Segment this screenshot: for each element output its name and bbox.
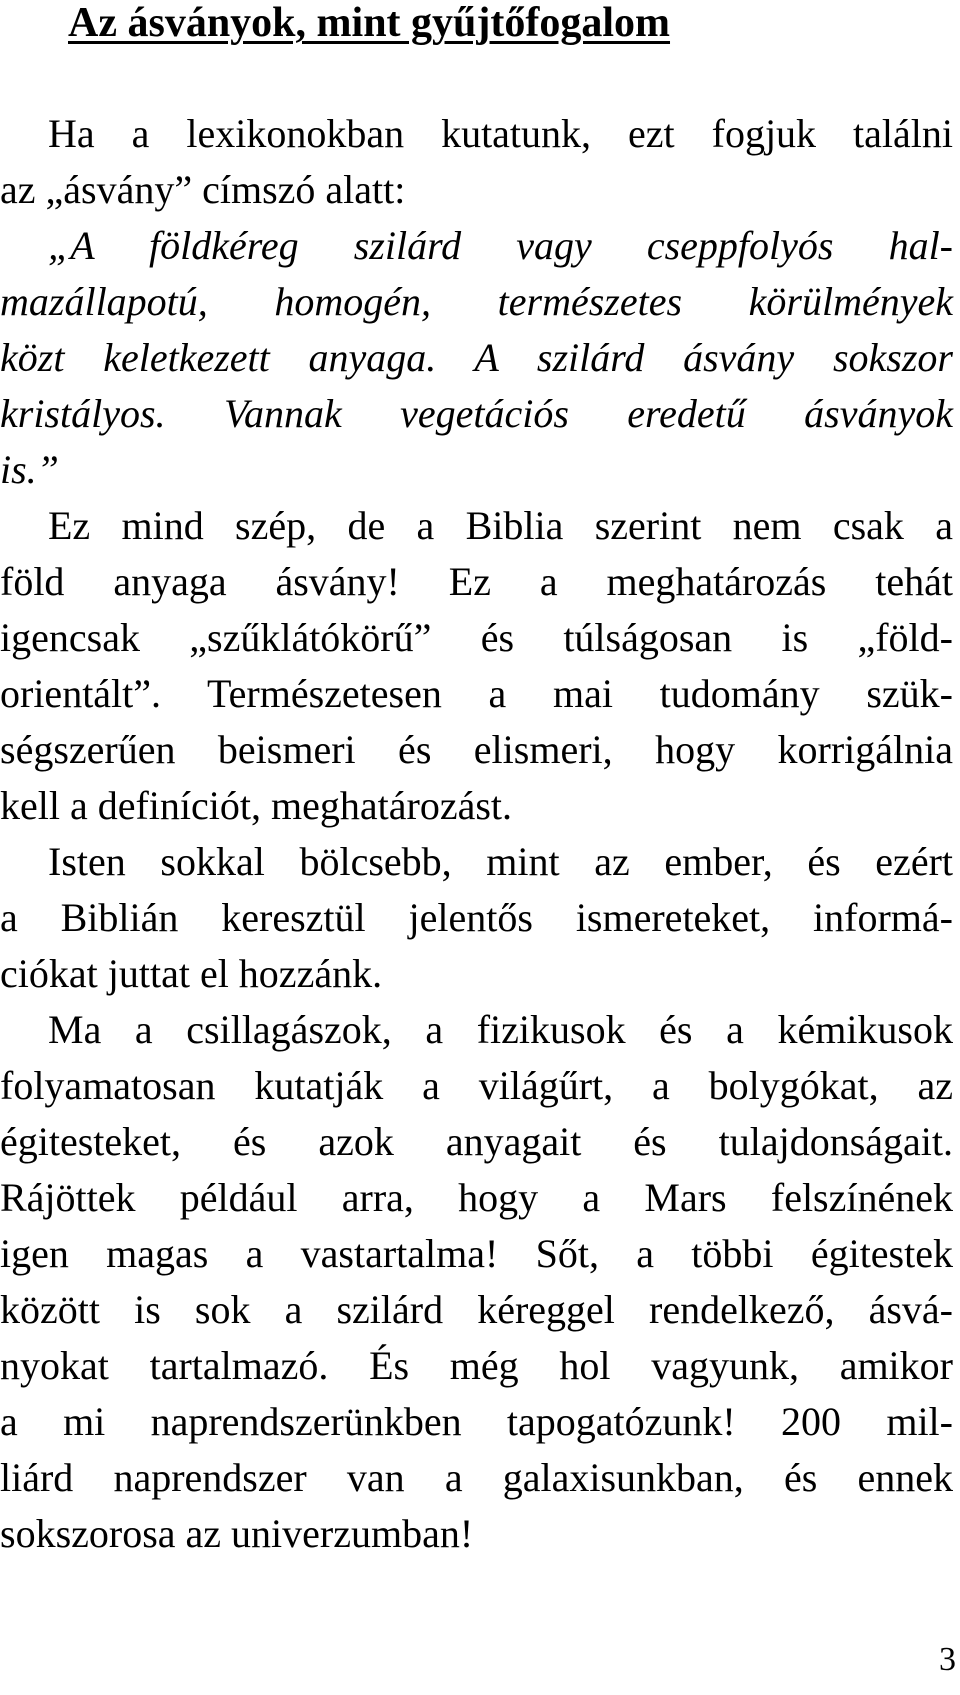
quote-line: közt keletkezett anyaga. A szilárd ásvány sokszor — [0, 335, 953, 380]
text-line: igencsak „szűklátókörű” és túlságosan is „föld- — [0, 615, 953, 660]
text-line: ségszerűen beismeri és elismeri, hogy korrigálnia — [0, 727, 953, 772]
page-title: Az ásványok, mint gyűjtőfogalom — [68, 0, 671, 46]
text-line: Ma a csillagászok, a fizikusok és a kémikusok — [48, 1007, 953, 1052]
page-number: 3 — [939, 1641, 956, 1678]
quote-line: mazállapotú, homogén, természetes körülmények — [0, 279, 953, 324]
text-line: égitesteket, és azok anyagait és tulajdonságait. — [0, 1119, 953, 1164]
text-line: Rájöttek például arra, hogy a Mars felszínének — [0, 1175, 953, 1220]
text-line: igen magas a vastartalma! Sőt, a többi égitestek — [0, 1231, 953, 1276]
text-line: a mi naprendszerünkben tapogatózunk! 200 mil- — [0, 1399, 953, 1444]
text-line: nyokat tartalmazó. És még hol vagyunk, amikor — [0, 1343, 953, 1388]
text-line: folyamatosan kutatják a világűrt, a bolygókat, az — [0, 1063, 953, 1108]
text-line: Isten sokkal bölcsebb, mint az ember, és ezért — [48, 839, 953, 884]
text-line: kell a definíciót, meghatározást. — [0, 783, 513, 828]
text-line: liárd naprendszer van a galaxisunkban, és ennek — [0, 1455, 953, 1500]
quote-line: kristályos. Vannak vegetációs eredetű ásványok — [0, 391, 953, 436]
quote-line: is.” — [0, 447, 59, 492]
text-line: Ha a lexikonokban kutatunk, ezt fogjuk találni — [48, 111, 953, 156]
quote-line: „A földkéreg szilárd vagy cseppfolyós hal- — [48, 223, 953, 268]
text-line: föld anyaga ásvány! Ez a meghatározás tehát — [0, 559, 953, 604]
text-line: orientált”. Természetesen a mai tudomány szük- — [0, 671, 953, 716]
text-line: ciókat juttat el hozzánk. — [0, 951, 383, 996]
text-line: között is sok a szilárd kéreggel rendelkező, ásvá- — [0, 1287, 953, 1332]
text-line: sokszorosa az univerzumban! — [0, 1511, 474, 1556]
text-line: a Biblián keresztül jelentős ismereteket, informá- — [0, 895, 953, 940]
text-line: Ez mind szép, de a Biblia szerint nem csak a — [48, 503, 953, 548]
text-line: az „ásvány” címszó alatt: — [0, 167, 406, 212]
